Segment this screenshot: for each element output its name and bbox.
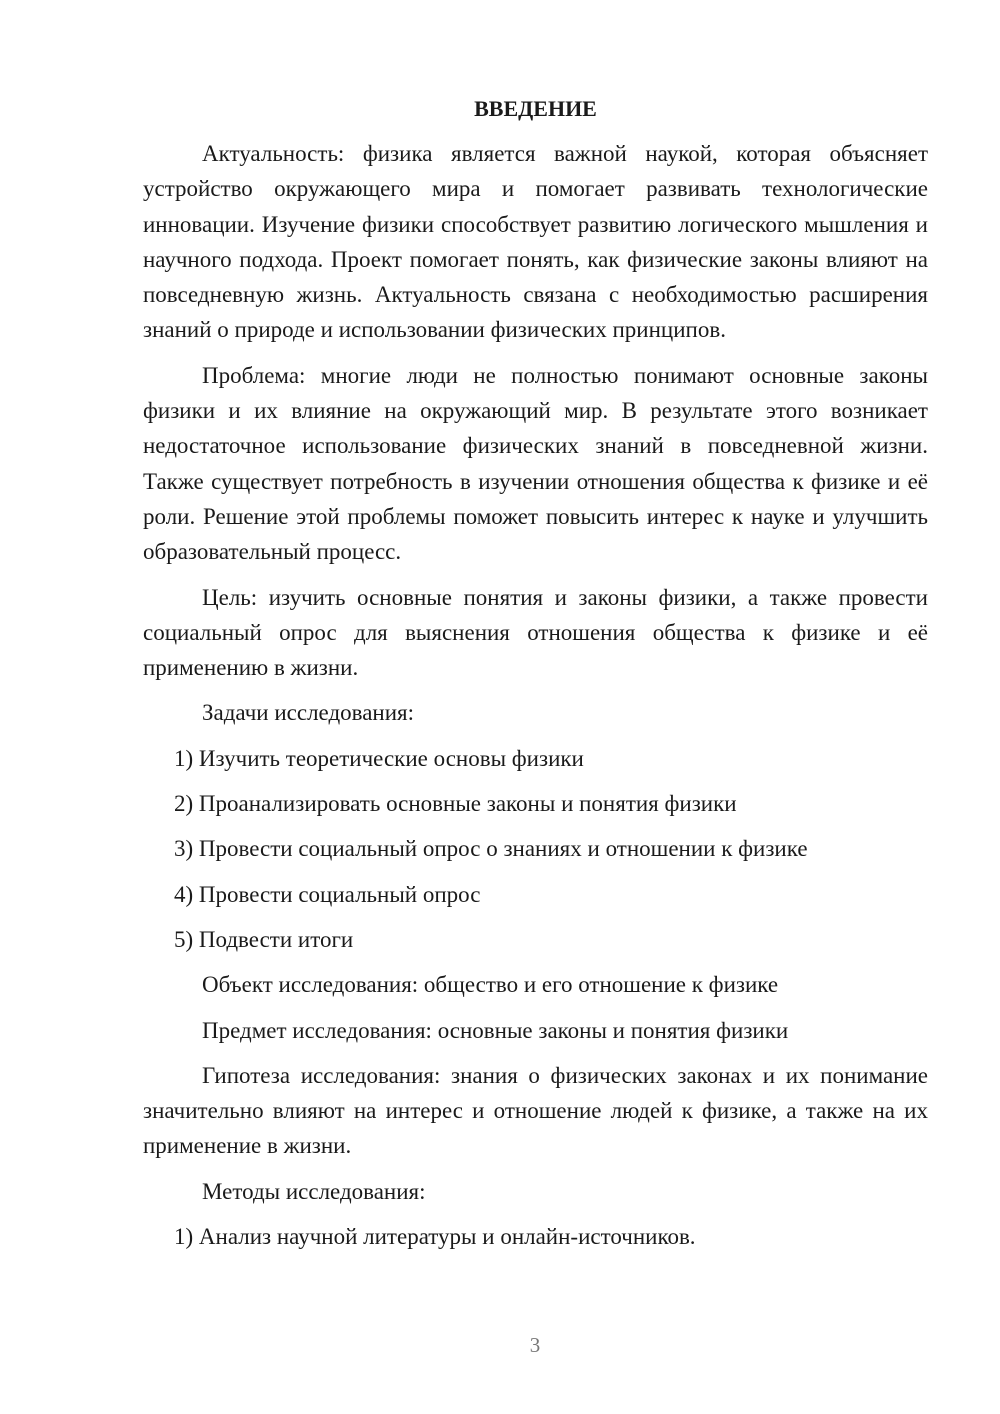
tasks-title: Задачи исследования: <box>202 700 415 726</box>
methods-title: Методы исследования: <box>202 1178 426 1204</box>
hypothesis-paragraph: Гипотеза исследования: знания о физических законах и их понимание значительно влияют на интерес и отношение людей к физике, а также на их применение в жизни. <box>143 1062 928 1159</box>
relevance-paragraph: Актуальность: физика является важной наукой, которая объясняет устройство окружающего мира и помогает развивать технологические инновации. Изучение физики способствует развитию логического мышления и научного подхода. Проект помогает понять, как физические законы влияют на повседневную жизнь. Актуальность связана с необходимостью расширения знаний о природе и использовании физических принципов. <box>143 141 928 343</box>
list-item: 4) Провести социальный опрос <box>174 881 481 907</box>
section-heading: ВВЕДЕНИЕ <box>474 96 597 121</box>
list-item: 3) Провести социальный опрос о знаниях и отношении к физике <box>174 836 808 862</box>
list-item: 2) Проанализировать основные законы и понятия физики <box>174 791 737 817</box>
document-page <box>143 92 928 1264</box>
methods-list <box>143 1219 928 1254</box>
list-item: 5) Подвести итоги <box>174 926 354 952</box>
goal-paragraph: Цель: изучить основные понятия и законы физики, а также провести социальный опрос для выяснения отношения общества к физике и её применению в жизни. <box>143 584 928 681</box>
problem-paragraph: Проблема: многие люди не полностью понимают основные законы физики и их влияние на окружающий мир. В результате этого возникает недостаточное использование физических знаний в повседневной жизни. Также существует потребность в изучении отношения общества к физике и её роли. Решение этой проблемы поможет повысить интерес к науке и улучшить образовательный процесс. <box>143 362 928 565</box>
page-number: 3 <box>529 1333 541 1357</box>
tasks-list <box>143 741 928 957</box>
list-item: 1) Изучить теоретические основы физики <box>174 745 584 771</box>
list-item: 1) Анализ научной литературы и онлайн-источников. <box>174 1224 696 1250</box>
research-object: Объект исследования: общество и его отношение к физике <box>202 972 779 998</box>
research-subject: Предмет исследования: основные законы и понятия физики <box>202 1017 789 1043</box>
